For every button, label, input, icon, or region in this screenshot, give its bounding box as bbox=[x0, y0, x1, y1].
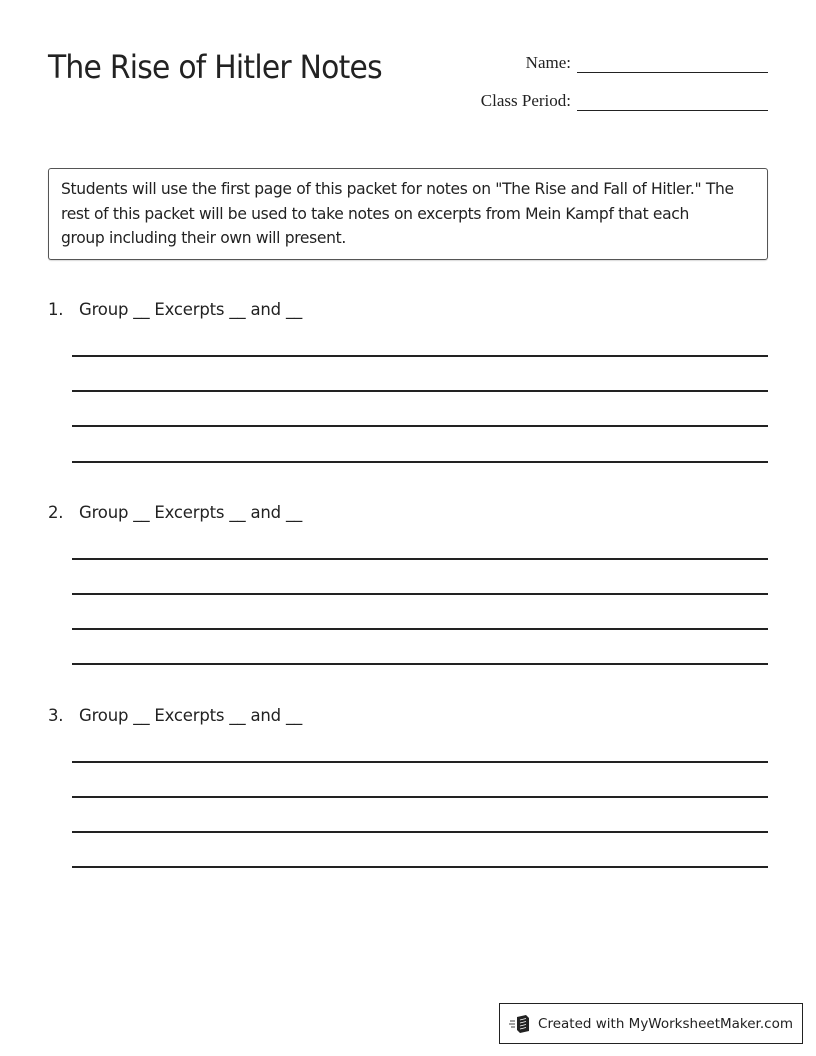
worksheet-maker-logo-icon bbox=[509, 1014, 531, 1034]
section-heading-text: Group __ Excerpts __ and __ bbox=[79, 299, 303, 319]
class-period-label: Class Period: bbox=[480, 91, 571, 110]
answer-line[interactable] bbox=[72, 425, 768, 427]
notes-section-3 bbox=[48, 703, 768, 749]
answer-line[interactable] bbox=[72, 831, 768, 833]
answer-line[interactable] bbox=[72, 663, 768, 665]
answer-line[interactable] bbox=[72, 461, 768, 463]
section-heading bbox=[48, 703, 768, 727]
instructions-box bbox=[48, 168, 768, 260]
instructions-text: Students will use the first page of this packet for notes on "The Rise and Fall of Hitler." The rest of this packet will be used to take notes on excerpts from Mein Kampf that each group including their own will present. bbox=[61, 179, 734, 247]
notes-section-1 bbox=[48, 297, 768, 343]
created-with-badge[interactable] bbox=[499, 1003, 803, 1044]
page-title: The Rise of Hitler Notes bbox=[48, 48, 382, 86]
section-heading-text: Group __ Excerpts __ and __ bbox=[79, 705, 303, 725]
answer-line[interactable] bbox=[72, 558, 768, 560]
answer-line[interactable] bbox=[72, 390, 768, 392]
answer-line[interactable] bbox=[72, 761, 768, 763]
section-heading bbox=[48, 500, 768, 524]
answer-line[interactable] bbox=[72, 355, 768, 357]
section-heading bbox=[48, 297, 768, 321]
section-number: 3. bbox=[48, 705, 64, 725]
class-period-field-row bbox=[481, 91, 768, 111]
name-blank-line[interactable] bbox=[577, 54, 768, 73]
name-label: Name: bbox=[525, 53, 571, 72]
section-heading-text: Group __ Excerpts __ and __ bbox=[79, 502, 303, 522]
answer-line[interactable] bbox=[72, 593, 768, 595]
section-number: 2. bbox=[48, 502, 64, 522]
name-field-row bbox=[526, 53, 768, 73]
answer-line[interactable] bbox=[72, 796, 768, 798]
answer-line[interactable] bbox=[72, 628, 768, 630]
answer-line[interactable] bbox=[72, 866, 768, 868]
notes-section-2 bbox=[48, 500, 768, 546]
section-number: 1. bbox=[48, 299, 64, 319]
badge-text: Created with MyWorksheetMaker.com bbox=[538, 1015, 793, 1032]
class-period-blank-line[interactable] bbox=[577, 92, 768, 111]
